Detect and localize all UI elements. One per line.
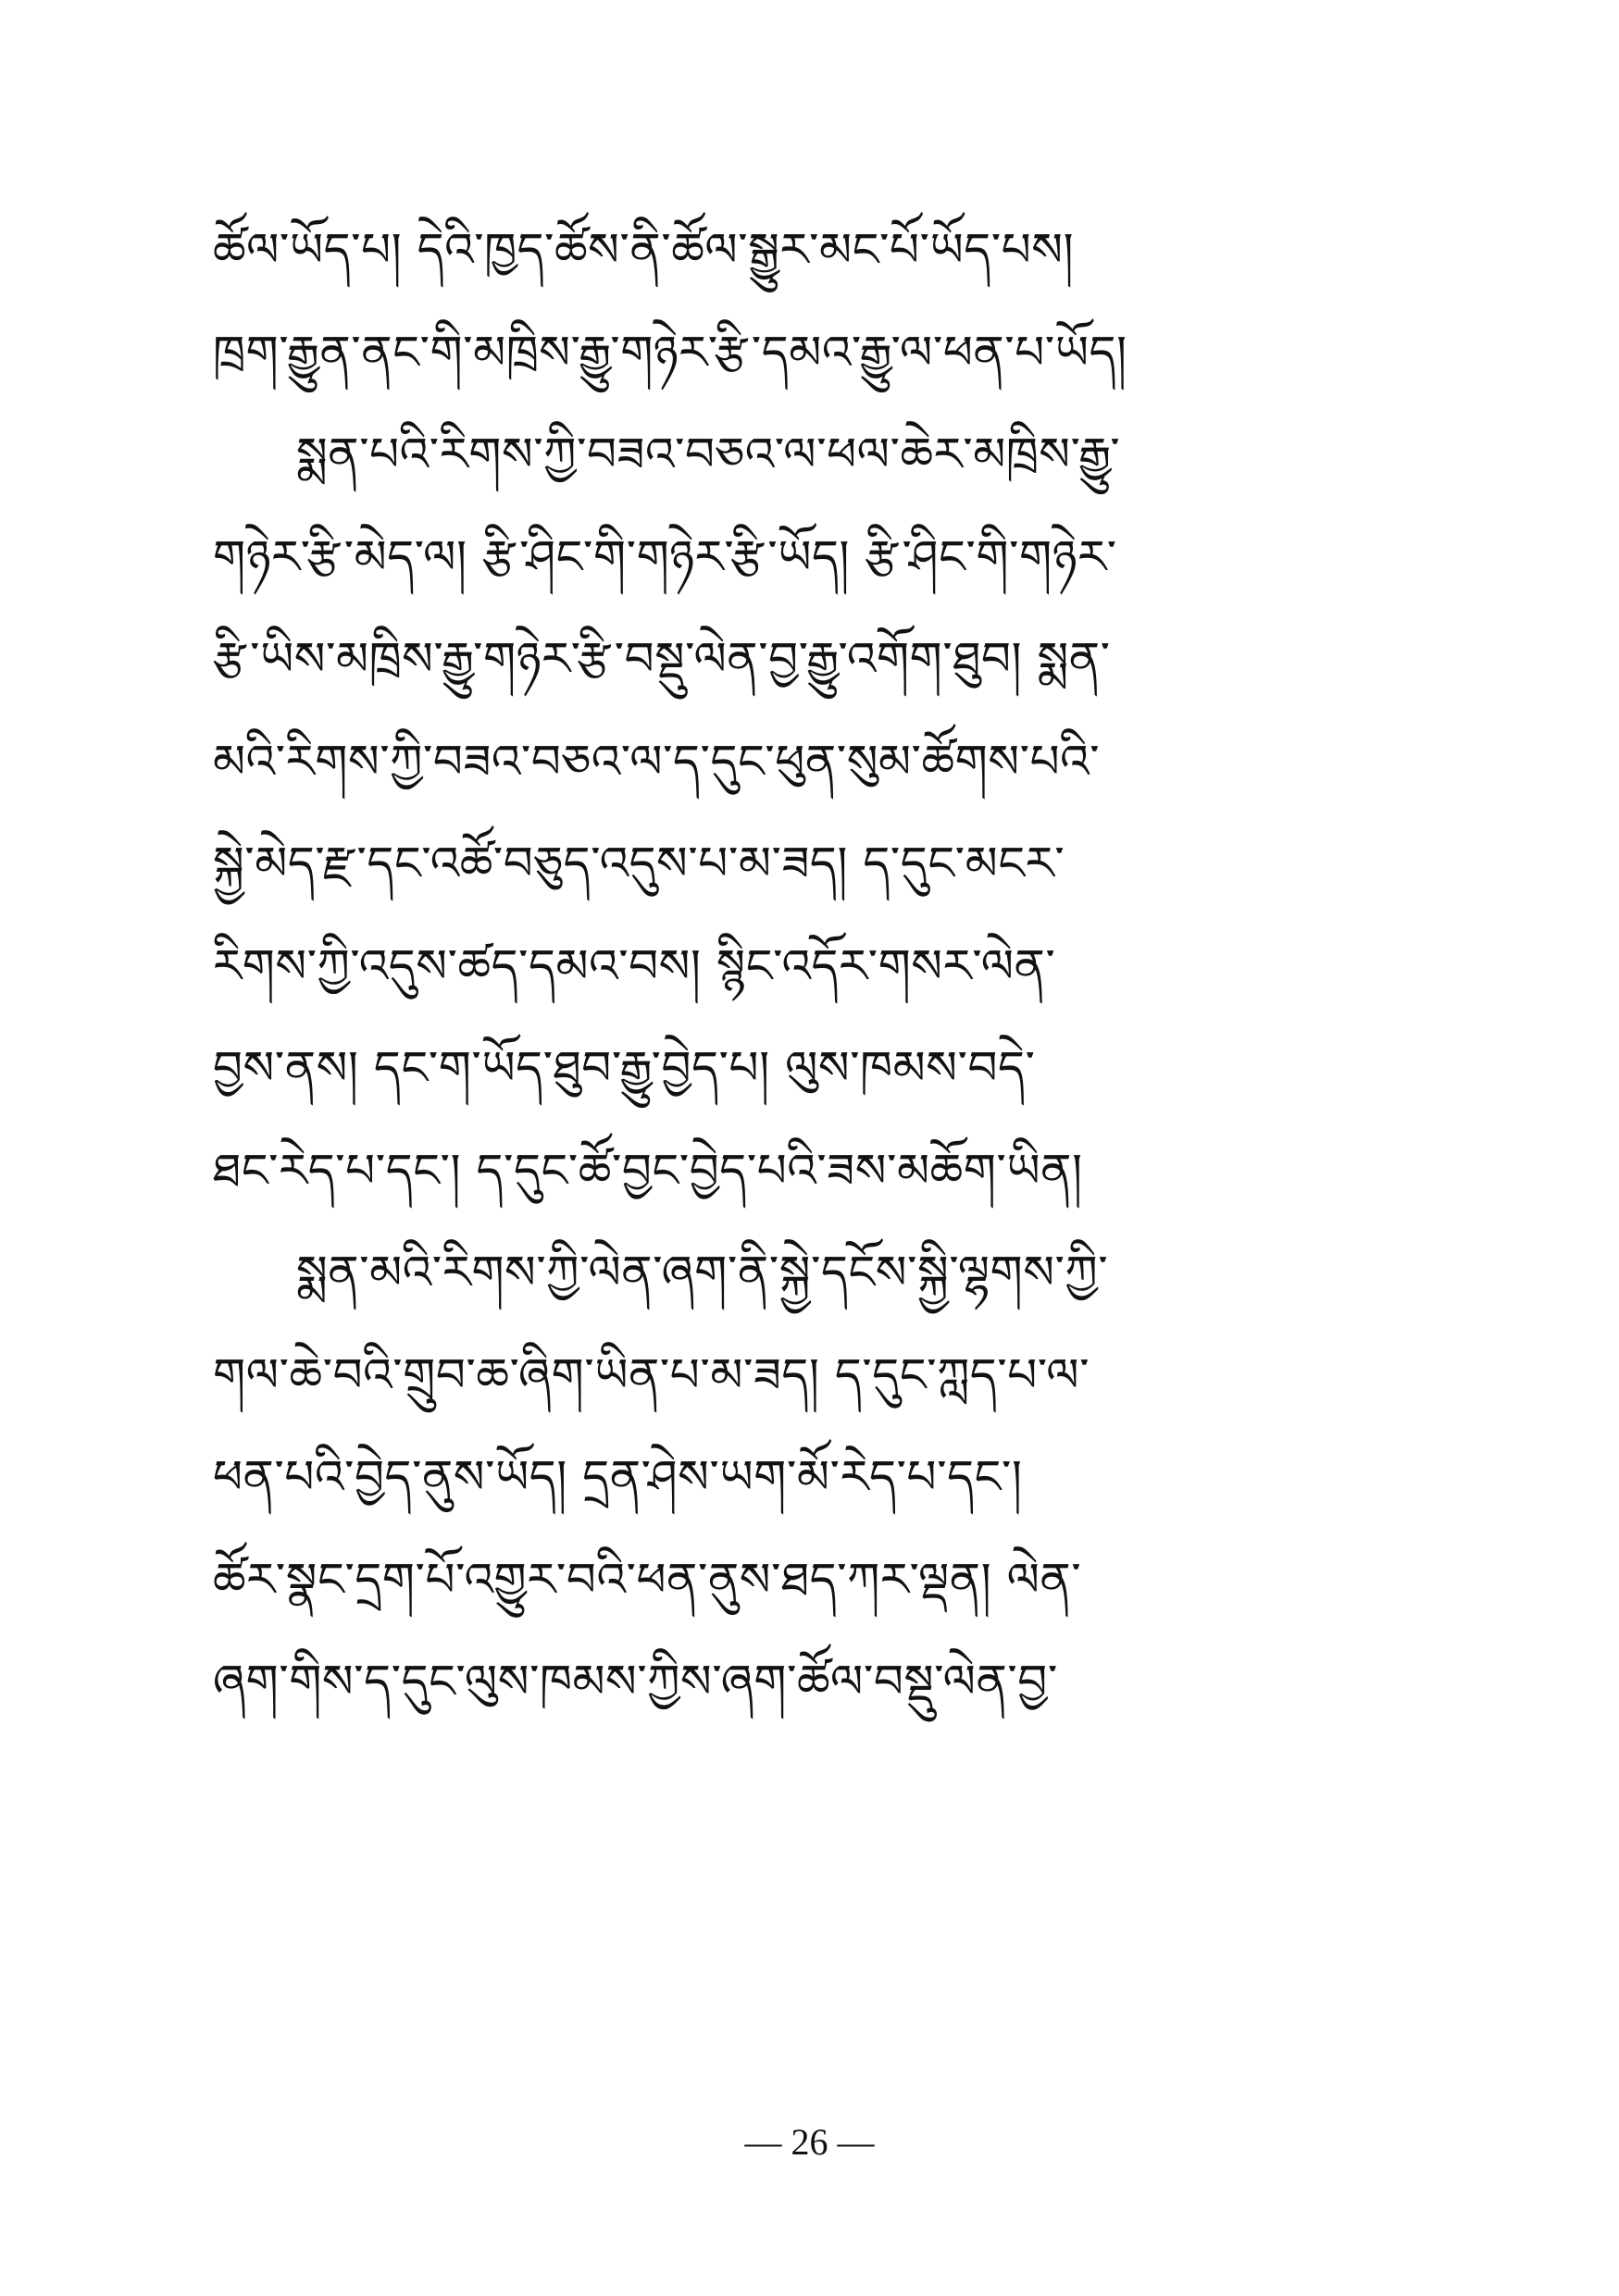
text-line: རིགས་ཀྱི་འདུས་ཚད་དམའ་བས། སྙིང་འདོར་གསར་ལེན་	[213, 938, 1056, 993]
text-line: མའི་རིགས་ཀྱི་བཟའ་བཅའ་ལ་ད་དུང་ཕུན་སུམ་ཚོགས་པའི་	[213, 734, 1101, 788]
paragraph-start-line: སྨན་མའི་རིགས་ཀྱི་ལེན་ཞག་ནི་སྐྱེ་དངོས་སྐྱི་ལྷགས་ཀྱི་	[296, 1246, 1109, 1299]
text-line: སྐྱེ་མེད་རྫ་དང་འཚོ་བཅུད་འདུས་པ་མ་ཟད། ད་དུང་མངར་	[213, 837, 1065, 890]
text-line: རྩི་ཡིས་མཁྲིས་རྒྱུ་གཉེར་རྩི་བསྡུ་ལེན་བྱ་རྒྱུ་འགོག་ཐུབ། སྨན་	[213, 632, 1111, 686]
text-line: ཕན་པའི་བྱེད་ནུས་ཡོད། དྲན་ཤེས་ཡག་མོ་རེད་པ་དང་།	[213, 1450, 1023, 1504]
text-line: ཁྲག་རྒྱུན་ནང་གི་མཁྲིས་རྒྱུ་གཉེར་རྩི་དམའ་རྒྱུ་ལ་ཕན་པ་ཡོད།	[213, 325, 1127, 379]
text-line: གཉེར་རྩི་མེད་ལ། རྩི་ཤིང་གི་གཉེར་རྩི་ཡོད། རྩི་ཤིང་གི་གཉེར་	[213, 529, 1117, 584]
text-line: ཐང་རེད་པ་དང་། ད་དུང་ཚོ་བྱང་བྱེད་པའི་ཟས་མཆོག་ཡིན།	[213, 1143, 1083, 1198]
page-number: — 26 —	[744, 2121, 875, 2163]
text-line: ཚོལ་ཡོད་པ། དེའི་ཁྱད་ཚོས་ནི་ཚོལ་སྒྱུར་མང་པོ་ཡོད་པས།	[213, 223, 1075, 277]
text-line: བྱས་ནས། དང་ག་ཡོད་ཐུབ་རྒྱུ་བྱེད་པ། ལུས་ཁམས་བདེ་	[213, 1041, 1036, 1095]
body-text	[213, 199, 1416, 1733]
paragraph-start-line: སྨན་པའི་རིགས་ཀྱི་བཟའ་བཅའ་ལ་ཕལ་ཆེར་མཁྲིས་རྒྱུ་	[296, 428, 1121, 481]
text-line: ཚོར་སྣང་དྲག་པོ་འགྱུར་བའི་ཕན་ནུས་ཐད་ཀར་ལྡན། ལེན་	[213, 1552, 1082, 1607]
text-line: ཞག་གིས་ད་དུང་ལུས་ཁམས་ཀྱིས་ཞག་ཚོལ་བསྡུ་ལེན་བྱ་	[213, 1655, 1058, 1708]
text-line: གལ་ཆེ་བའི་གྲུབ་ཆ་ཞིག་ཡིན་པ་མ་ཟད། ད་དུང་ཀླད་པ་ལ་	[213, 1347, 1090, 1402]
